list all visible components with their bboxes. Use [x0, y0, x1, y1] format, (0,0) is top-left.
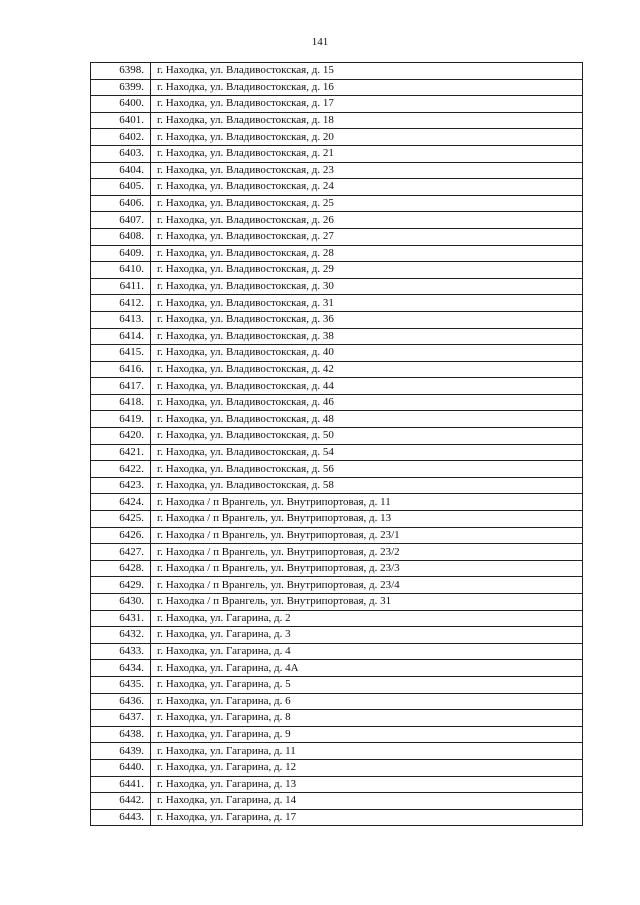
table-row	[91, 743, 583, 760]
row-number-cell: 6407.	[91, 212, 151, 229]
table-row	[91, 79, 583, 96]
row-number-cell: 6441.	[91, 776, 151, 793]
table-row	[91, 63, 583, 80]
address-cell: г. Находка / п Врангель, ул. Внутрипортовая, д. 13	[151, 511, 583, 528]
row-number-cell: 6428.	[91, 560, 151, 577]
address-cell: г. Находка, ул. Владивостокская, д. 42	[151, 361, 583, 378]
row-number-cell: 6409.	[91, 245, 151, 262]
row-number-cell: 6438.	[91, 726, 151, 743]
table-row	[91, 212, 583, 229]
row-number-cell: 6433.	[91, 643, 151, 660]
address-cell: г. Находка / п Врангель, ул. Внутрипортовая, д. 11	[151, 494, 583, 511]
address-table-body	[91, 63, 583, 826]
table-row	[91, 660, 583, 677]
table-row	[91, 560, 583, 577]
row-number-cell: 6430.	[91, 594, 151, 611]
table-row	[91, 96, 583, 113]
address-cell: г. Находка, ул. Владивостокская, д. 58	[151, 477, 583, 494]
row-number-cell: 6434.	[91, 660, 151, 677]
row-number-cell: 6420.	[91, 428, 151, 445]
row-number-cell: 6401.	[91, 112, 151, 129]
row-number-cell: 6423.	[91, 477, 151, 494]
address-cell: г. Находка, ул. Гагарина, д. 12	[151, 759, 583, 776]
address-cell: г. Находка, ул. Владивостокская, д. 30	[151, 278, 583, 295]
address-cell: г. Находка, ул. Гагарина, д. 4А	[151, 660, 583, 677]
address-cell: г. Находка / п Врангель, ул. Внутрипортовая, д. 31	[151, 594, 583, 611]
table-row	[91, 710, 583, 727]
address-cell: г. Находка, ул. Владивостокская, д. 25	[151, 195, 583, 212]
address-cell: г. Находка, ул. Владивостокская, д. 20	[151, 129, 583, 146]
table-row	[91, 112, 583, 129]
table-row	[91, 693, 583, 710]
table-row	[91, 245, 583, 262]
row-number-cell: 6426.	[91, 527, 151, 544]
table-row	[91, 759, 583, 776]
address-cell: г. Находка, ул. Гагарина, д. 5	[151, 676, 583, 693]
row-number-cell: 6419.	[91, 411, 151, 428]
address-cell: г. Находка, ул. Владивостокская, д. 46	[151, 394, 583, 411]
table-row	[91, 145, 583, 162]
row-number-cell: 6424.	[91, 494, 151, 511]
table-row	[91, 776, 583, 793]
address-cell: г. Находка, ул. Владивостокская, д. 26	[151, 212, 583, 229]
address-cell: г. Находка, ул. Владивостокская, д. 17	[151, 96, 583, 113]
address-cell: г. Находка, ул. Владивостокская, д. 16	[151, 79, 583, 96]
row-number-cell: 6427.	[91, 544, 151, 561]
table-row	[91, 627, 583, 644]
row-number-cell: 6442.	[91, 793, 151, 810]
row-number-cell: 6412.	[91, 295, 151, 312]
row-number-cell: 6413.	[91, 311, 151, 328]
table-row	[91, 262, 583, 279]
address-cell: г. Находка, ул. Владивостокская, д. 27	[151, 228, 583, 245]
row-number-cell: 6415.	[91, 345, 151, 362]
row-number-cell: 6398.	[91, 63, 151, 80]
table-row	[91, 295, 583, 312]
row-number-cell: 6431.	[91, 610, 151, 627]
address-cell: г. Находка, ул. Гагарина, д. 9	[151, 726, 583, 743]
row-number-cell: 6443.	[91, 809, 151, 826]
address-cell: г. Находка, ул. Гагарина, д. 6	[151, 693, 583, 710]
table-row	[91, 228, 583, 245]
address-cell: г. Находка, ул. Гагарина, д. 17	[151, 809, 583, 826]
row-number-cell: 6402.	[91, 129, 151, 146]
row-number-cell: 6403.	[91, 145, 151, 162]
address-cell: г. Находка, ул. Владивостокская, д. 48	[151, 411, 583, 428]
table-row	[91, 594, 583, 611]
address-table	[90, 62, 583, 826]
address-cell: г. Находка, ул. Гагарина, д. 2	[151, 610, 583, 627]
row-number-cell: 6405.	[91, 179, 151, 196]
table-row	[91, 643, 583, 660]
row-number-cell: 6437.	[91, 710, 151, 727]
row-number-cell: 6406.	[91, 195, 151, 212]
address-cell: г. Находка, ул. Гагарина, д. 8	[151, 710, 583, 727]
row-number-cell: 6436.	[91, 693, 151, 710]
table-row	[91, 793, 583, 810]
row-number-cell: 6410.	[91, 262, 151, 279]
address-cell: г. Находка, ул. Владивостокская, д. 29	[151, 262, 583, 279]
table-row	[91, 494, 583, 511]
address-cell: г. Находка, ул. Владивостокская, д. 54	[151, 444, 583, 461]
table-row	[91, 378, 583, 395]
table-row	[91, 162, 583, 179]
page-number: 141	[311, 36, 329, 48]
address-cell: г. Находка, ул. Владивостокская, д. 23	[151, 162, 583, 179]
table-row	[91, 278, 583, 295]
table-row	[91, 444, 583, 461]
address-cell: г. Находка, ул. Гагарина, д. 4	[151, 643, 583, 660]
table-row	[91, 477, 583, 494]
address-cell: г. Находка, ул. Владивостокская, д. 44	[151, 378, 583, 395]
table-row	[91, 726, 583, 743]
address-cell: г. Находка, ул. Гагарина, д. 13	[151, 776, 583, 793]
address-cell: г. Находка, ул. Владивостокская, д. 40	[151, 345, 583, 362]
row-number-cell: 6404.	[91, 162, 151, 179]
address-cell: г. Находка / п Врангель, ул. Внутрипортовая, д. 23/1	[151, 527, 583, 544]
row-number-cell: 6429.	[91, 577, 151, 594]
row-number-cell: 6418.	[91, 394, 151, 411]
row-number-cell: 6414.	[91, 328, 151, 345]
table-row	[91, 544, 583, 561]
table-row	[91, 345, 583, 362]
address-cell: г. Находка / п Врангель, ул. Внутрипортовая, д. 23/4	[151, 577, 583, 594]
table-row	[91, 809, 583, 826]
table-row	[91, 461, 583, 478]
row-number-cell: 6421.	[91, 444, 151, 461]
row-number-cell: 6399.	[91, 79, 151, 96]
table-row	[91, 394, 583, 411]
table-row	[91, 428, 583, 445]
address-cell: г. Находка, ул. Владивостокская, д. 18	[151, 112, 583, 129]
address-cell: г. Находка, ул. Гагарина, д. 14	[151, 793, 583, 810]
table-row	[91, 411, 583, 428]
row-number-cell: 6439.	[91, 743, 151, 760]
row-number-cell: 6400.	[91, 96, 151, 113]
table-row	[91, 129, 583, 146]
address-cell: г. Находка, ул. Владивостокская, д. 24	[151, 179, 583, 196]
table-row	[91, 527, 583, 544]
address-cell: г. Находка, ул. Владивостокская, д. 31	[151, 295, 583, 312]
address-cell: г. Находка, ул. Гагарина, д. 11	[151, 743, 583, 760]
row-number-cell: 6411.	[91, 278, 151, 295]
row-number-cell: 6408.	[91, 228, 151, 245]
row-number-cell: 6425.	[91, 511, 151, 528]
row-number-cell: 6422.	[91, 461, 151, 478]
address-cell: г. Находка, ул. Владивостокская, д. 36	[151, 311, 583, 328]
table-row	[91, 311, 583, 328]
address-cell: г. Находка, ул. Гагарина, д. 3	[151, 627, 583, 644]
table-row	[91, 511, 583, 528]
address-cell: г. Находка / п Врангель, ул. Внутрипортовая, д. 23/2	[151, 544, 583, 561]
address-cell: г. Находка, ул. Владивостокская, д. 15	[151, 63, 583, 80]
table-row	[91, 676, 583, 693]
table-row	[91, 179, 583, 196]
address-cell: г. Находка / п Врангель, ул. Внутрипортовая, д. 23/3	[151, 560, 583, 577]
address-cell: г. Находка, ул. Владивостокская, д. 56	[151, 461, 583, 478]
row-number-cell: 6432.	[91, 627, 151, 644]
row-number-cell: 6440.	[91, 759, 151, 776]
row-number-cell: 6417.	[91, 378, 151, 395]
address-cell: г. Находка, ул. Владивостокская, д. 38	[151, 328, 583, 345]
table-row	[91, 361, 583, 378]
address-cell: г. Находка, ул. Владивостокская, д. 28	[151, 245, 583, 262]
table-row	[91, 610, 583, 627]
address-cell: г. Находка, ул. Владивостокская, д. 21	[151, 145, 583, 162]
row-number-cell: 6435.	[91, 676, 151, 693]
table-row	[91, 328, 583, 345]
row-number-cell: 6416.	[91, 361, 151, 378]
table-row	[91, 195, 583, 212]
address-cell: г. Находка, ул. Владивостокская, д. 50	[151, 428, 583, 445]
table-row	[91, 577, 583, 594]
